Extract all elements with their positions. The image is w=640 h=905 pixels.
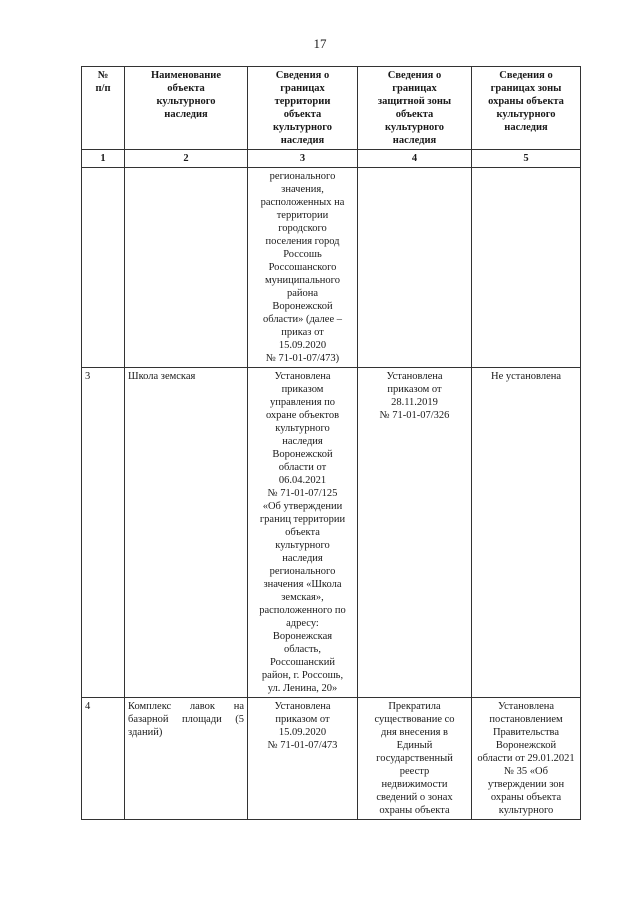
- row-number: 4: [82, 698, 125, 820]
- object-name: [125, 168, 248, 368]
- protective-zone-info: Прекратила существование со дня внесения в Единый государственный реестр недвижимости сведений о зонах охраны объекта: [358, 698, 472, 820]
- header-protective-zone: Сведения о границах защитной зоны объекта культурного наследия: [358, 67, 472, 150]
- table-row: [82, 368, 581, 698]
- header-protection-zone: Сведения о границах зоны охраны объекта культурного наследия: [472, 67, 581, 150]
- header-territory-bounds: Сведения о границах территории объекта культурного наследия: [248, 67, 358, 150]
- column-number: 1: [82, 150, 125, 168]
- protection-zone-info: [472, 168, 581, 368]
- territory-info: Установлена приказом от 15.09.2020 № 71-01-07/473: [248, 698, 358, 820]
- protective-zone-info: [358, 168, 472, 368]
- page-number: 17: [313, 36, 327, 51]
- row-number: 3: [82, 368, 125, 698]
- header-number: № п/п: [82, 67, 125, 150]
- object-name: Школа земская: [125, 368, 248, 698]
- protection-zone-info: Установлена постановлением Правительства Воронежской области от 29.01.2021 № 35 «Об утверждении зон охраны объекта культурного: [472, 698, 581, 820]
- column-number: 5: [472, 150, 581, 168]
- territory-info: регионального значения, расположенных на территории городского поселения город Россошь Россошанского муниципального района Воронежской области» (далее – приказ от 15.09.2020 № 71-01-07/473): [248, 168, 358, 368]
- row-number: [82, 168, 125, 368]
- column-number: 2: [125, 150, 248, 168]
- header-object-name: Наименование объекта культурного наследия: [125, 67, 248, 150]
- table-row: [82, 168, 581, 368]
- column-number-row: [82, 150, 581, 168]
- table-header-row: [82, 67, 581, 150]
- protection-zone-info: Не установлена: [472, 368, 581, 698]
- territory-info: Установлена приказом управления по охране объектов культурного наследия Воронежской области от 06.04.2021 № 71-01-07/125 «Об утверждении границ территории объекта культурного наследия регионального значения «Школа земская», расположенного по адресу: Воронежская область, Россошанский район, г. Россошь, ул. Ленина, 20»: [248, 368, 358, 698]
- protective-zone-info: Установлена приказом от 28.11.2019 № 71-01-07/326: [358, 368, 472, 698]
- column-number: 3: [248, 150, 358, 168]
- heritage-objects-table: [81, 66, 581, 820]
- column-number: 4: [358, 150, 472, 168]
- object-name: Комплекс лавок на базарной площади (5 зданий): [125, 698, 248, 820]
- table-row: [82, 698, 581, 820]
